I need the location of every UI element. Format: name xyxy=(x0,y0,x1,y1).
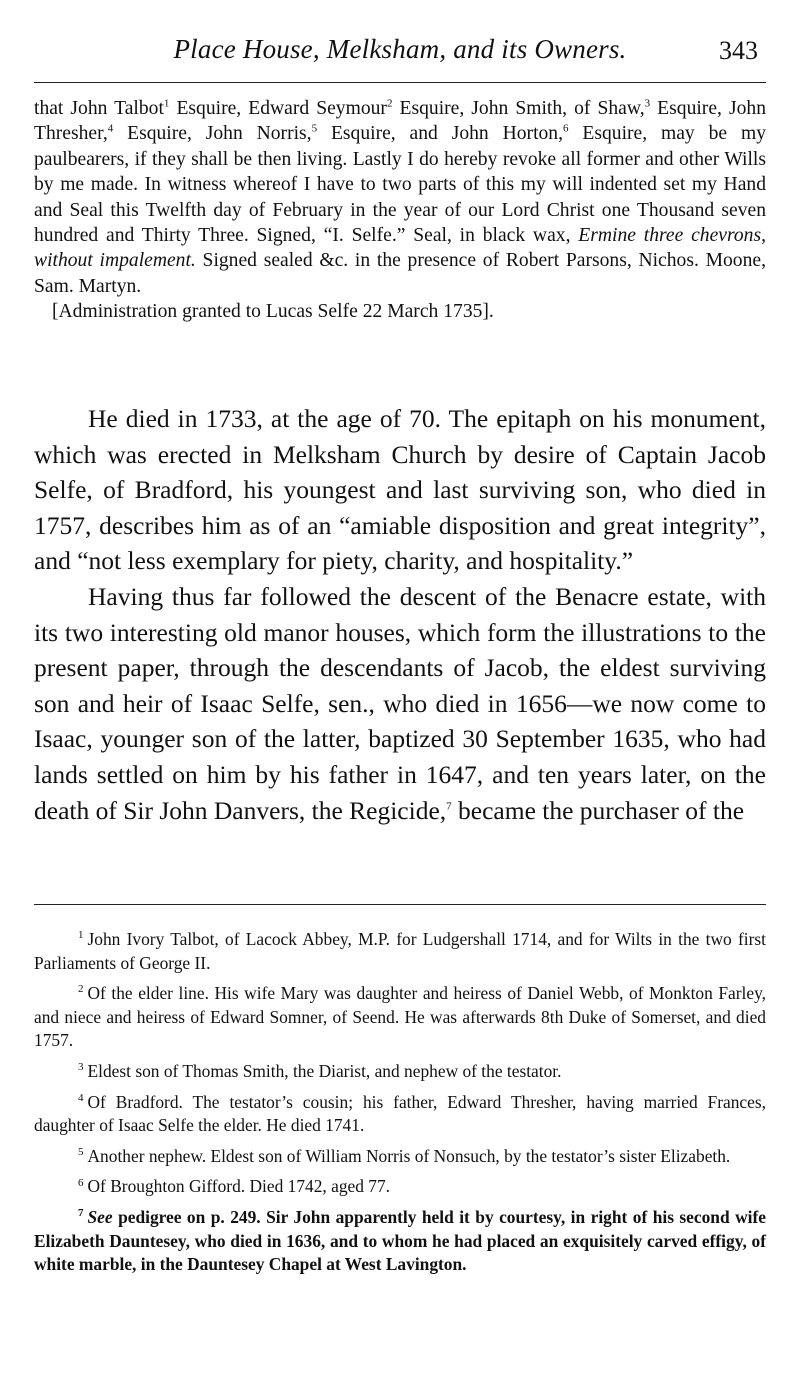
footnote-ref-4: 4 xyxy=(107,122,114,135)
body-paragraph-2: Having thus far followed the descent of the Benacre estate, with its two interesting old manor houses, which form the illustrations to the present paper, through the descendants of Jacob, the eldest surviving son and heir of Isaac Selfe, sen., who died in 1656—we now come to Isaac, younger son of the latter, baptized 30 September 1635, who had lands settled on him by his father in 1647, and ten years later, on the death of Sir John Danvers, the Regicide,$^7$ became the purchaser of the xyxy=(34,581,766,825)
footnote-2: $^2$ Of the elder line. His wife Mary was daughter and heiress of Daniel Webb, of Monkton Farley, and niece and heiress of Edward Somner, of Seend. He was afterwards 8th Duke of Somerset, and died 1757. xyxy=(34,983,766,1051)
page-header xyxy=(34,34,766,74)
footnote-1: $^1$ John Ivory Talbot, of Lacock Abbey, M.P. for Ludgershall 1714, and for Wilts in the two first Parliaments of George II. xyxy=(34,929,766,973)
footnote-ref-6: 6 xyxy=(563,122,569,135)
footnote-5: $^5$ Another nephew. Eldest son of William Norris of Nonsuch, by the testator’s sister Elizabeth. xyxy=(78,1145,731,1166)
footnote-4: $^4$ Of Bradford. The testator’s cousin; his father, Edward Thresher, having married Frances, daughter of Isaac Selfe the elder. He died 1741. xyxy=(34,1091,766,1136)
will-extract xyxy=(34,96,766,325)
footnote-rule xyxy=(34,904,766,905)
footnotes xyxy=(34,928,766,1284)
header-rule xyxy=(34,82,766,83)
footnote-6: $^6$ Of Broughton Gifford. Died 1742, aged 77. xyxy=(78,1176,391,1197)
running-title: Place House, Melksham, and its Owners. xyxy=(173,34,627,64)
footnote-7: $^7$ See pedigree on p. 249. Sir John apparently held it by courtesy, in right of his second wife Elizabeth Dauntesey, who died in 1636, and to whom he had placed an exquisitely carved effigy, of white marble, in the Dauntesey Chapel at West Lavington. xyxy=(34,1206,766,1275)
footnote-ref-7: 7 xyxy=(446,800,452,813)
will-paragraph: that John Talbot$^1$ Esquire, Edward Seymour$^2$ Esquire, John Smith, of Shaw,$^3$ Esquire, John Thresher,$^4$ Esquire, John Norris,$^5$ Esquire, and John Horton,$^6$ Esquire, may be my paulbearers, if they shall be then living. Lastly I do hereby revoke all former and other Wills by me made. In witness whereof I have to two parts of this my will indented set my Hand and Seal this Twelfth day of February in the year of our Lord Christ one Thousand seven hundred and Thirty Three. Signed, “I. Selfe.” Seal, in black wax, Ermine three chevrons, without impalement. Signed sealed &c. in the presence of Robert Parsons, Nichos. Moone, Sam. Martyn. xyxy=(34,97,766,297)
footnote-ref-2: 2 xyxy=(386,97,393,110)
footnote-ref-1: 1 xyxy=(163,97,170,110)
footnote-ref-3: 3 xyxy=(644,97,651,110)
page-number: 343 xyxy=(719,36,758,65)
administration-note: [Administration granted to Lucas Selfe 22 March 1735]. xyxy=(52,301,494,323)
blazon: Ermine three chevrons, without impalement. xyxy=(34,225,766,272)
body-paragraph-1: He died in 1733, at the age of 70. The epitaph on his monument, which was erected in Melksham Church by desire of Captain Jacob Selfe, of Bradford, his youngest and last surviving son, who died in 1757, describes him as of an “amiable disposition and great integrity”, and “not less exemplary for piety, charity, and hospitality.” xyxy=(34,404,766,576)
main-text xyxy=(34,401,766,828)
footnote-ref-5: 5 xyxy=(311,122,318,135)
footnote-3: $^3$ Eldest son of Thomas Smith, the Diarist, and nephew of the testator. xyxy=(78,1060,562,1081)
